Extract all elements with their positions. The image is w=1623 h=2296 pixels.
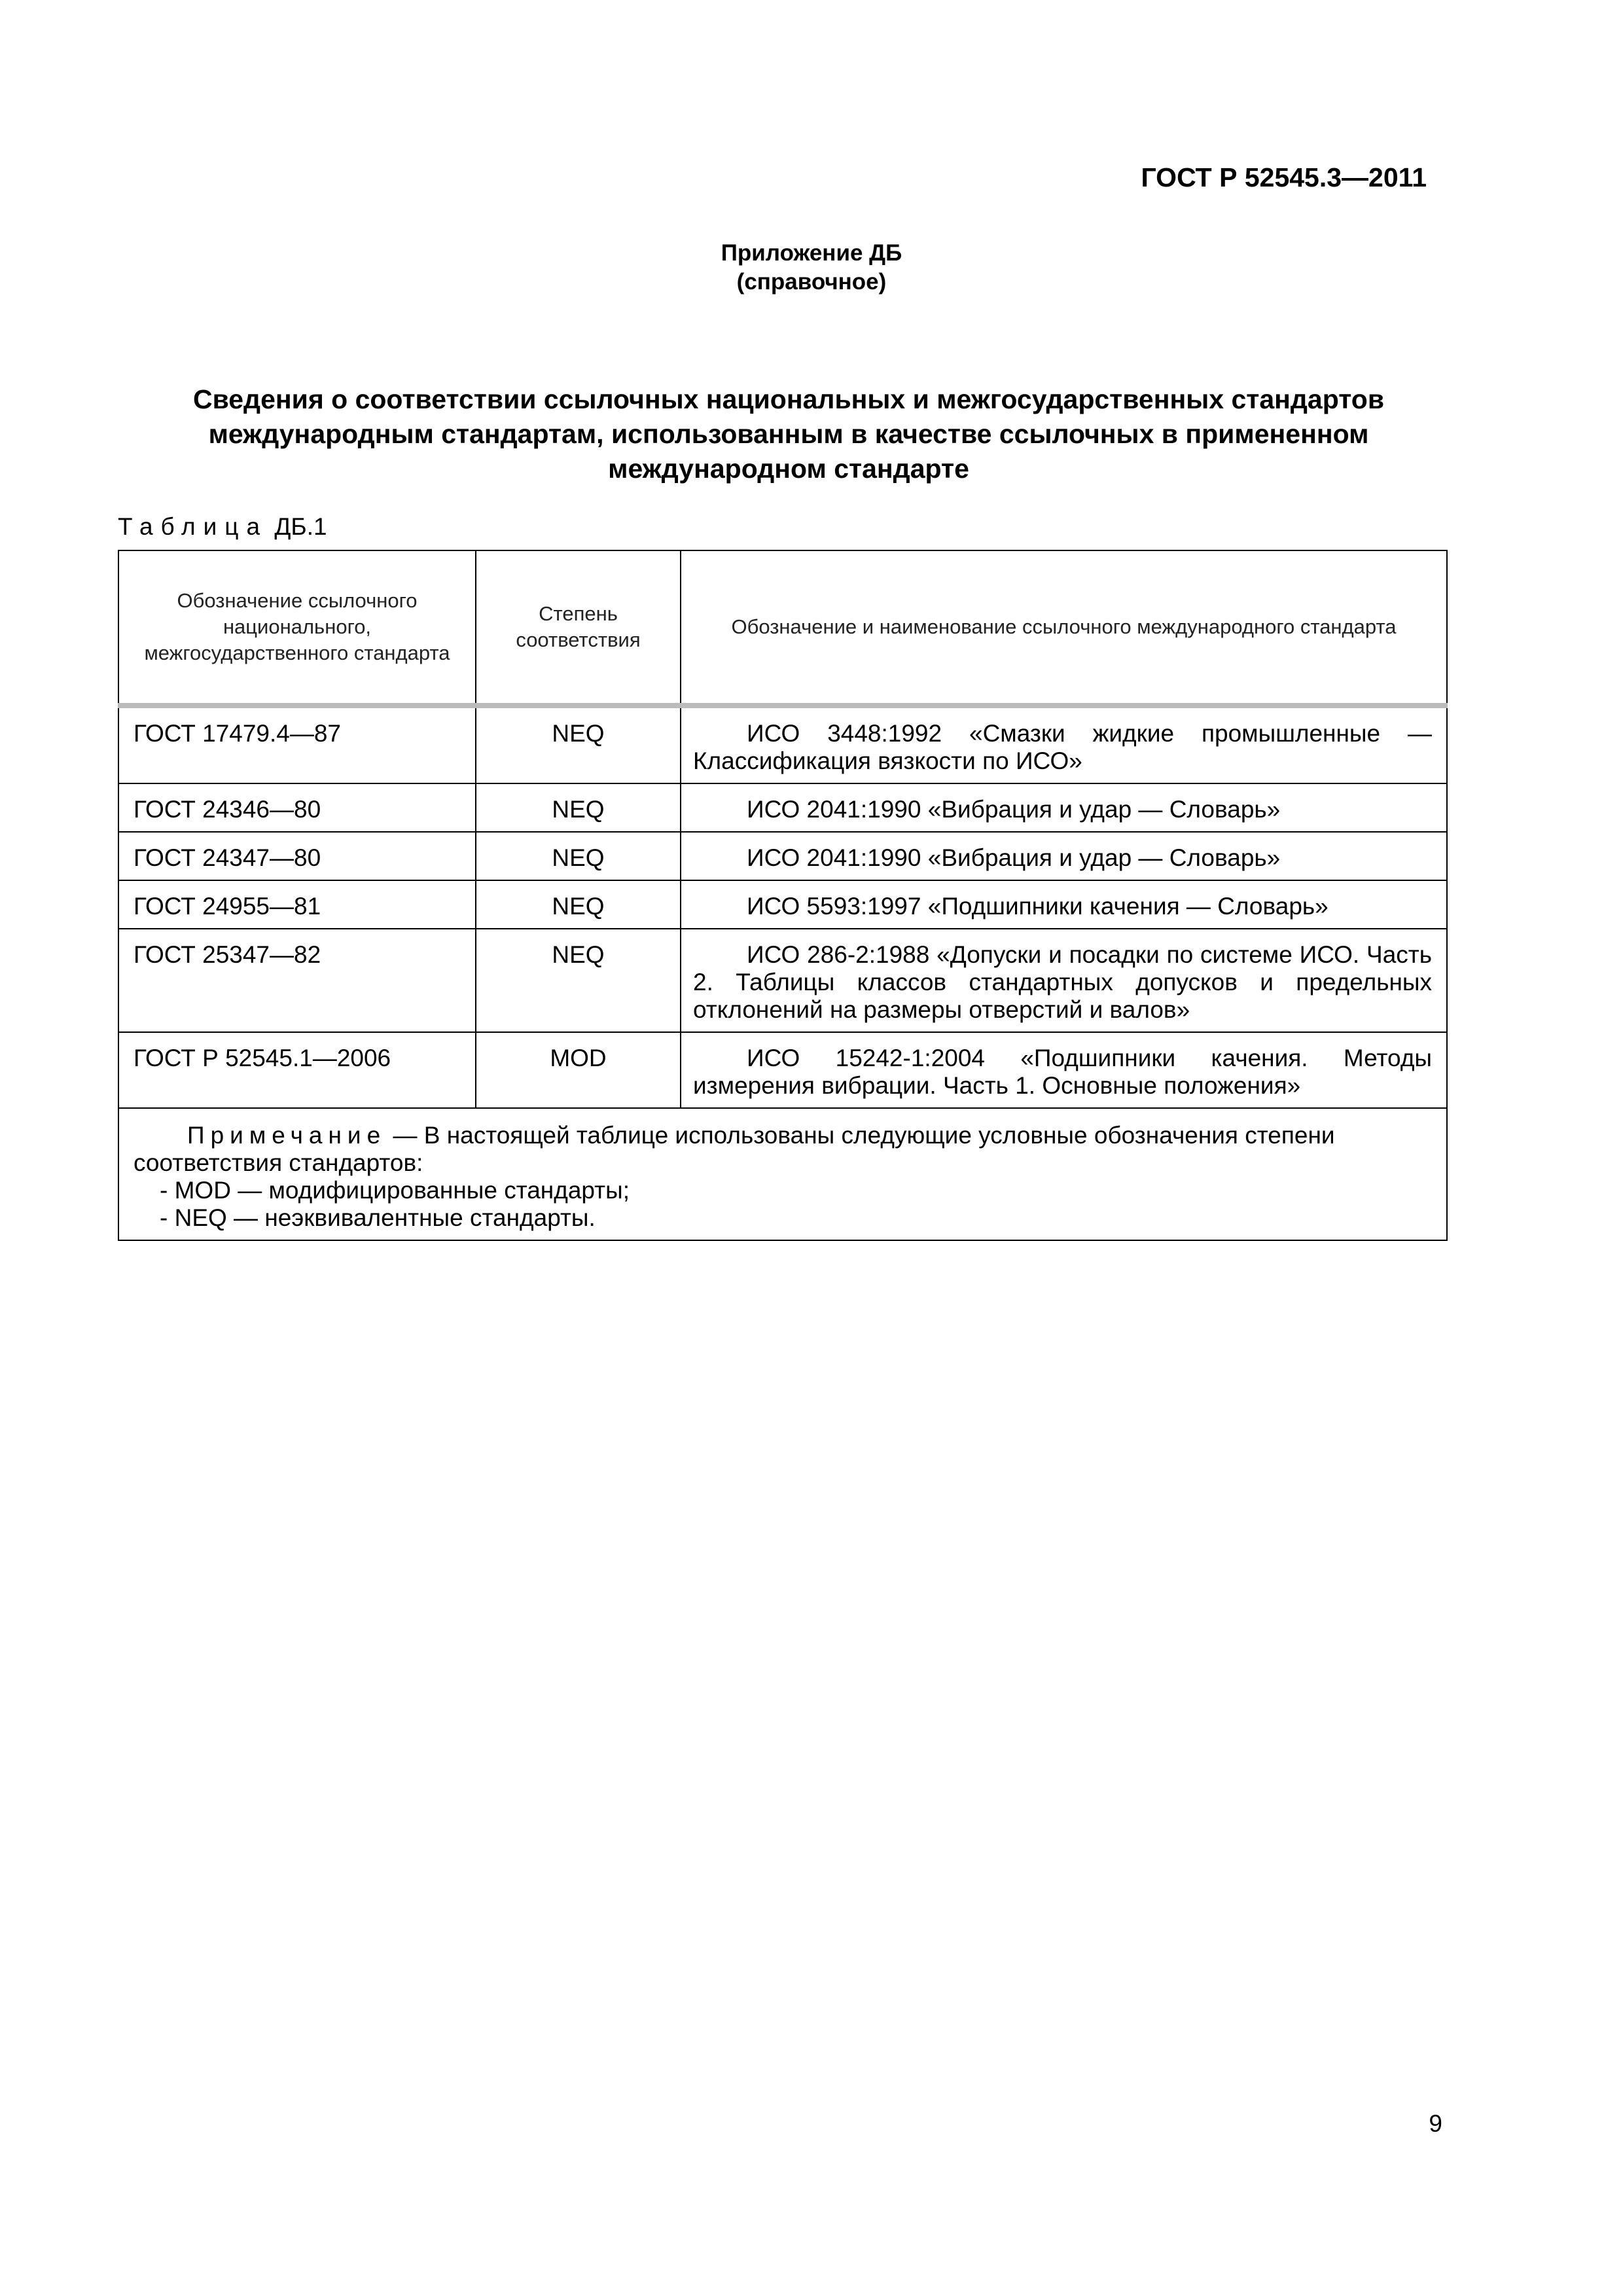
- section-title-line: международном стандарте: [608, 454, 969, 484]
- appendix-title: Приложение ДБ: [721, 240, 902, 266]
- cell-international: ИСО 2041:1990 «Вибрация и удар — Словарь»: [681, 832, 1447, 880]
- header-degree: Степень соответствия: [476, 550, 681, 706]
- header-international-standard: Обозначение и наименование ссылочного международного стандарта: [681, 550, 1447, 706]
- note-item: - MOD — модифицированные стандарты;: [160, 1177, 630, 1204]
- table-caption: [118, 513, 327, 541]
- note-label: Примечание: [187, 1122, 387, 1149]
- note-text: — В настоящей таблице использованы следующие условные обозначения степени соответствия стандартов:: [134, 1122, 1335, 1176]
- cell-international: ИСО 15242-1:2004 «Подшипники качения. Методы измерения вибрации. Часть 1. Основные положения»: [681, 1032, 1447, 1108]
- cell-degree: MOD: [476, 1032, 681, 1108]
- cell-national: ГОСТ 17479.4—87: [118, 706, 476, 783]
- cell-degree: NEQ: [476, 929, 681, 1032]
- cell-international: ИСО 5593:1997 «Подшипники качения — Словарь»: [681, 880, 1447, 929]
- table-header-row: [118, 550, 1447, 706]
- cell-degree: NEQ: [476, 880, 681, 929]
- reference-standards-table: [118, 550, 1448, 1241]
- note-item: - NEQ — неэквивалентные стандарты.: [160, 1204, 596, 1231]
- document-code: ГОСТ Р 52545.3—2011: [1141, 162, 1427, 192]
- table-caption-prefix: Таблица: [118, 513, 268, 540]
- cell-national: ГОСТ 25347—82: [118, 929, 476, 1032]
- table-row: [118, 706, 1447, 783]
- header-national-standard: Обозначение ссылочного национального, межгосударственного стандарта: [118, 550, 476, 706]
- cell-national: ГОСТ 24955—81: [118, 880, 476, 929]
- section-title: [118, 382, 1459, 486]
- cell-national: ГОСТ Р 52545.1—2006: [118, 1032, 476, 1108]
- cell-international: ИСО 3448:1992 «Смазки жидкие промышленные — Классификация вязкости по ИСО»: [681, 706, 1447, 783]
- cell-international: ИСО 286-2:1988 «Допуски и посадки по системе ИСО. Часть 2. Таблицы классов стандартных допусков и предельных отклонений на размеры отверстий и валов»: [681, 929, 1447, 1032]
- page-number: 9: [1429, 2110, 1442, 2137]
- cell-national: ГОСТ 24346—80: [118, 783, 476, 832]
- cell-degree: NEQ: [476, 783, 681, 832]
- section-title-line: международным стандартам, использованным в качестве ссылочных в примененном: [208, 419, 1369, 449]
- table-note-row: [118, 1108, 1447, 1240]
- table-caption-number: ДБ.1: [274, 513, 327, 540]
- table-row: [118, 1032, 1447, 1108]
- table-row: [118, 832, 1447, 880]
- cell-national: ГОСТ 24347—80: [118, 832, 476, 880]
- cell-degree: NEQ: [476, 706, 681, 783]
- table-note: [118, 1108, 1447, 1240]
- table-row: [118, 783, 1447, 832]
- table-row: [118, 880, 1447, 929]
- cell-international: ИСО 2041:1990 «Вибрация и удар — Словарь»: [681, 783, 1447, 832]
- appendix-subtitle: (справочное): [736, 269, 887, 295]
- note-paragraph: [134, 1122, 1432, 1177]
- section-title-line: Сведения о соответствии ссылочных национальных и межгосударственных стандартов: [192, 384, 1385, 414]
- cell-degree: NEQ: [476, 832, 681, 880]
- table-row: [118, 929, 1447, 1032]
